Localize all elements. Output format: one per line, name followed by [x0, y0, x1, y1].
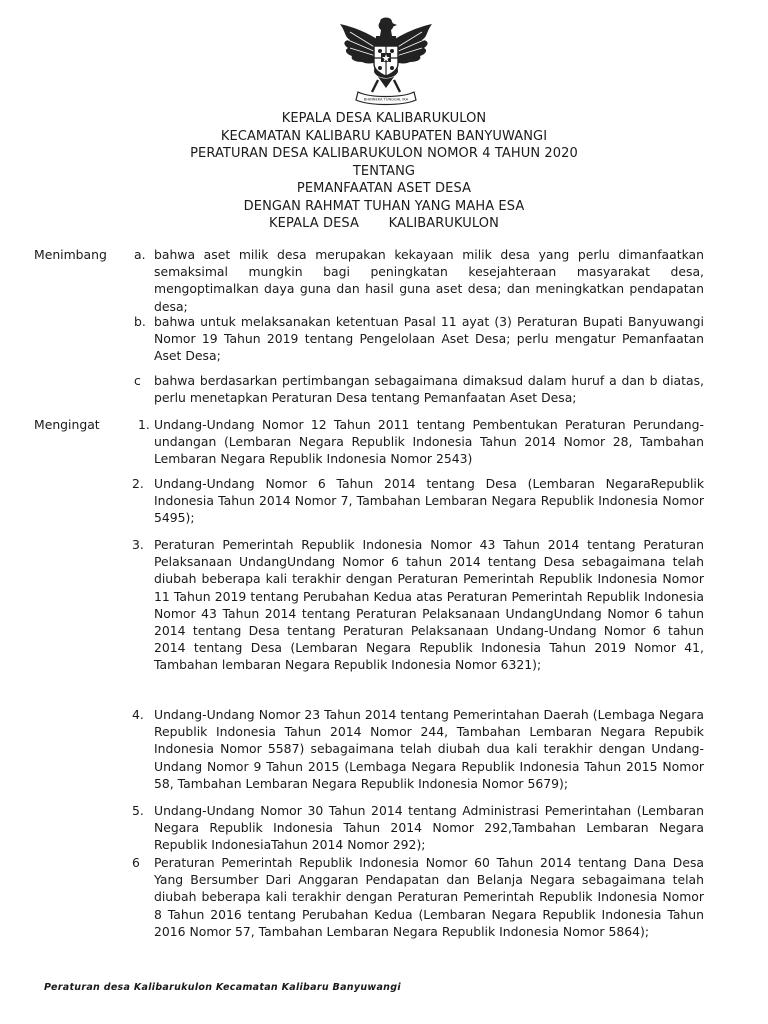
- item-marker: a.: [134, 247, 146, 262]
- item-marker: 4.: [132, 707, 144, 722]
- item-text: Undang-Undang Nomor 30 Tahun 2014 tentang Administrasi Pemerintahan (Lembaran Negara Republik Indonesia Tahun 2014 Nomor 292,Tambahan Lembaran Negara Republik IndonesiaTahun 2014 Nomor 292);: [154, 803, 704, 853]
- item-marker: 6: [132, 855, 140, 870]
- header-line: KEPALA DESA KALIBARUKULON: [281, 111, 487, 126]
- item-marker: b.: [134, 314, 146, 329]
- header-line: TENTANG: [352, 163, 416, 179]
- item-text: bahwa berdasarkan pertimbangan sebagaimana dimaksud dalam huruf a dan b diatas, perlu menetapkan Peraturan Desa tentang Pemanfaatan Aset Desa;: [154, 373, 704, 406]
- header-line: KECAMATAN KALIBARU KABUPATEN BANYUWANGI: [220, 128, 548, 144]
- item-marker: 1.: [138, 417, 150, 432]
- item-marker: 5.: [132, 803, 144, 818]
- item-marker: 3.: [132, 537, 144, 552]
- item-marker: c: [134, 373, 141, 388]
- garuda-emblem-icon: [336, 14, 436, 106]
- section-label: Menimbang: [34, 247, 107, 262]
- document-header: [0, 110, 768, 233]
- item-text: Undang-Undang Nomor 23 Tahun 2014 tentang Pemerintahan Daerah (Lembaga Negara Republik Indonesia Tahun 2014 Nomor 244, Tambahan Lembaran Negara Repubik Indonesia Nomor 5587) sebagaimana telah diubah dua kali terakhir dengan Undang-Undang Nomor 9 Tahun 2015 (Lembaga Negara Republik Indonesia Tahun 2015 Nomor 58, Tambahan Lembaran Negara Republik Indonesia Nomor 5679);: [154, 707, 704, 791]
- section-label: Mengingat: [34, 417, 100, 432]
- header-line: PEMANFAATAN ASET DESA: [296, 181, 472, 196]
- emblem-motto: BHINNEKA TUNGGAL IKA: [363, 97, 409, 102]
- item-text: Undang-Undang Nomor 12 Tahun 2011 tentang Pembentukan Peraturan Perundang-undangan (Lembaran Negara Republik Indonesia Tahun 2014 Nomor 28, Tambahan Lembaran Negara Republik Indonesia Nomor 2543): [154, 417, 704, 467]
- item-text: Peraturan Pemerintah Republik Indonesia Nomor 43 Tahun 2014 tentang Peraturan Pelaksanaan UndangUndang Nomor 6 tahun 2014 tentang Desa sebagaimana telah diubah beberapa kali terakhir dengan Peraturan Pemerintah Republik Indonesia Nomor 11 Tahun 2019 tentang Perubahan Kedua atas Peraturan Pemerintah Republik Indonesia Nomor 43 Tahun 2014 tentang Peraturan Pelaksanaan UndangUndang Nomor 6 tahun 2014 tentang Desa tentang Peraturan Pelaksanaan Undang-Undang Nomor 6 tahun 2014 tentang Desa (Lembaran Negara Republik Indonesia Tahun 2019 Nomor 41, Tambahan lembaran Negara Republik Indonesia Nomor 6321);: [154, 537, 704, 673]
- header-line: PERATURAN DESA KALIBARUKULON NOMOR 4 TAHUN 2020: [190, 146, 578, 161]
- header-line: KEPALA DESA KALIBARUKULON: [269, 216, 499, 231]
- item-text: bahwa aset milik desa merupakan kekayaan milik desa yang perlu dimanfaatkan semaksimal mungkin bagi peningkatan kesejahteraan masyarakat desa, mengoptimalkan daya guna dan hasil guna aset desa; dan meningkatkan pendapatan desa;: [154, 247, 704, 314]
- item-text: bahwa untuk melaksanakan ketentuan Pasal 11 ayat (3) Peraturan Bupati Banyuwangi Nomor 19 Tahun 2019 tentang Pengelolaan Aset Desa; perlu mengatur Pemanfaatan Aset Desa;: [154, 314, 704, 364]
- item-text: Peraturan Pemerintah Republik Indonesia Nomor 60 Tahun 2014 tentang Dana Desa Yang Bersumber Dari Anggaran Pendapatan dan Belanja Negara sebagaimana telah diubah beberapa kali terakhir dengan Peraturan Pemerintah Republik Indonesia Nomor 8 Tahun 2016 tentang Perubahan Kedua (Lembaran Negara Republik Indonesia Tahun 2016 Nomor 57, Tambahan Lembaran Negara Republik Indonesia Nomor 5864);: [154, 855, 704, 939]
- item-marker: 2.: [132, 476, 144, 491]
- item-text: Undang-Undang Nomor 6 Tahun 2014 tentang Desa (Lembaran NegaraRepublik Indonesia Tahun 2014 Nomor 7, Tambahan Lembaran Negara Republik Indonesia Nomor 5495);: [154, 476, 704, 526]
- header-line: DENGAN RAHMAT TUHAN YANG MAHA ESA: [243, 198, 525, 214]
- page-footer: Peraturan desa Kalibarukulon Kecamatan Kalibaru Banyuwangi: [44, 982, 401, 993]
